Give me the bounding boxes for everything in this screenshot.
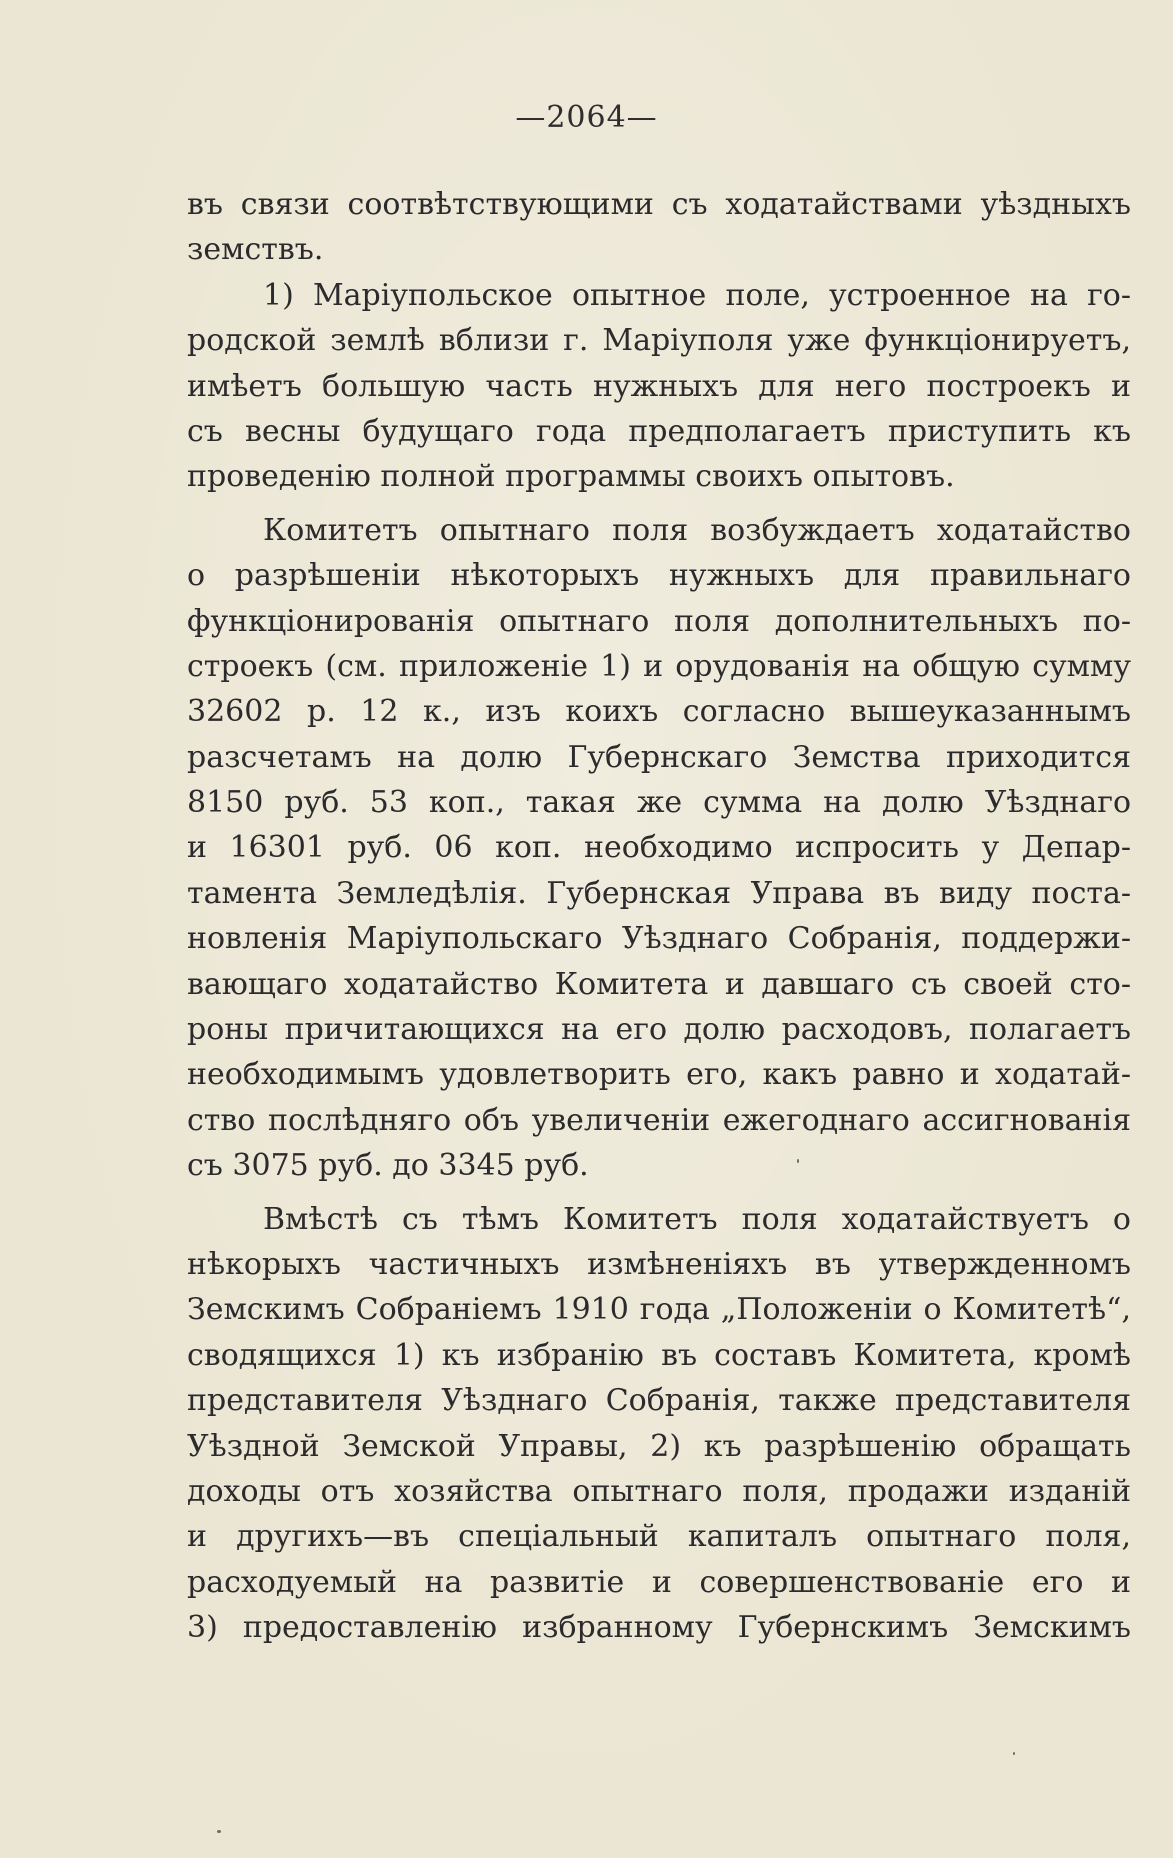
text-line: Вмѣстѣ съ тѣмъ Комитетъ поля ходатайствуетъ о bbox=[263, 1201, 1131, 1237]
text-line: расходуемый на развитіе и совершенствованіе его и bbox=[187, 1564, 1131, 1600]
text-line: тамента Земледѣлія. Губернская Управа въ виду поста- bbox=[187, 875, 1131, 911]
paragraph-continuation bbox=[187, 182, 1131, 273]
text-line: Комитетъ опытнаго поля возбуждаетъ ходатайство bbox=[263, 512, 1131, 548]
paragraph-gap bbox=[187, 500, 1131, 508]
text-line: доходы отъ хозяйства опытнаго поля, продажи изданій bbox=[187, 1473, 1131, 1509]
text-line: съ 3075 руб. до 3345 руб. bbox=[187, 1148, 589, 1184]
text-line: разсчетамъ на долю Губернскаго Земства приходится bbox=[187, 739, 1131, 775]
text-line: проведенію полной программы своихъ опытовъ. bbox=[187, 459, 955, 495]
text-line: нѣкорыхъ частичныхъ измѣненіяхъ въ утвержденномъ bbox=[187, 1246, 1131, 1282]
paragraph-mariupol-field bbox=[187, 273, 1131, 500]
text-line: съ весны будущаго года предполагаетъ приступить къ bbox=[187, 413, 1131, 449]
text-line: функціонированія опытнаго поля дополнительныхъ по- bbox=[187, 603, 1131, 639]
text-line: 32602 р. 12 к., изъ коихъ согласно вышеуказаннымъ bbox=[187, 694, 1131, 730]
text-line: необходимымъ удовлетворить его, какъ равно и ходатай- bbox=[187, 1057, 1131, 1093]
text-line: и 16301 руб. 06 коп. необходимо испросить у Депар- bbox=[187, 830, 1131, 866]
text-line: Уѣздной Земской Управы, 2) къ разрѣшенію обращать bbox=[187, 1428, 1131, 1464]
text-line: о разрѣшеніи нѣкоторыхъ нужныхъ для правильнаго bbox=[187, 558, 1131, 594]
text-line: вающаго ходатайство Комитета и давшаго съ своей сто- bbox=[187, 966, 1131, 1002]
text-line: Земскимъ Собраніемъ 1910 года „Положеніи о Комитетѣ“, bbox=[187, 1292, 1131, 1328]
text-line: имѣетъ большую часть нужныхъ для него построекъ и bbox=[187, 368, 1131, 404]
body-text bbox=[187, 182, 1131, 1651]
text-line: 3) предоставленію избранному Губернскимъ Земскимъ bbox=[187, 1610, 1131, 1646]
paragraph-committee-petition bbox=[187, 508, 1131, 1189]
text-line: 8150 руб. 53 коп., такая же сумма на долю Уѣзднаго bbox=[187, 785, 1131, 821]
text-line: родской землѣ вблизи г. Маріуполя уже функціонируетъ, bbox=[187, 323, 1131, 359]
text-line: строекъ (см. приложеніе 1) и орудованія на общую сумму bbox=[187, 648, 1131, 684]
text-line: новленія Маріупольскаго Уѣзднаго Собранія, поддержи- bbox=[187, 921, 1131, 957]
paragraph-gap bbox=[187, 1189, 1131, 1197]
paragraph-committee-amendments bbox=[187, 1197, 1131, 1651]
text-line: въ связи соотвѣтствующими съ ходатайствами уѣздныхъ bbox=[187, 187, 1131, 222]
paper-speck bbox=[217, 1830, 221, 1833]
paper-speck bbox=[797, 1159, 799, 1163]
text-line: представителя Уѣзднаго Собранія, также представителя bbox=[187, 1383, 1131, 1419]
text-line: ство послѣдняго объ увеличеніи ежегоднаго ассигнованія bbox=[187, 1102, 1131, 1138]
text-line: сводящихся 1) къ избранію въ составъ Комитета, кромѣ bbox=[187, 1337, 1131, 1373]
text-line: и другихъ—въ спеціальный капиталъ опытнаго поля, bbox=[187, 1519, 1131, 1555]
paper-speck bbox=[1013, 1752, 1015, 1755]
text-line: роны причитающихся на его долю расходовъ, полагаетъ bbox=[187, 1012, 1131, 1048]
text-line: земствъ. bbox=[187, 232, 324, 268]
page-number: —2064— bbox=[515, 100, 658, 135]
text-line: 1) Маріупольское опытное поле, устроенное на го- bbox=[263, 277, 1131, 313]
